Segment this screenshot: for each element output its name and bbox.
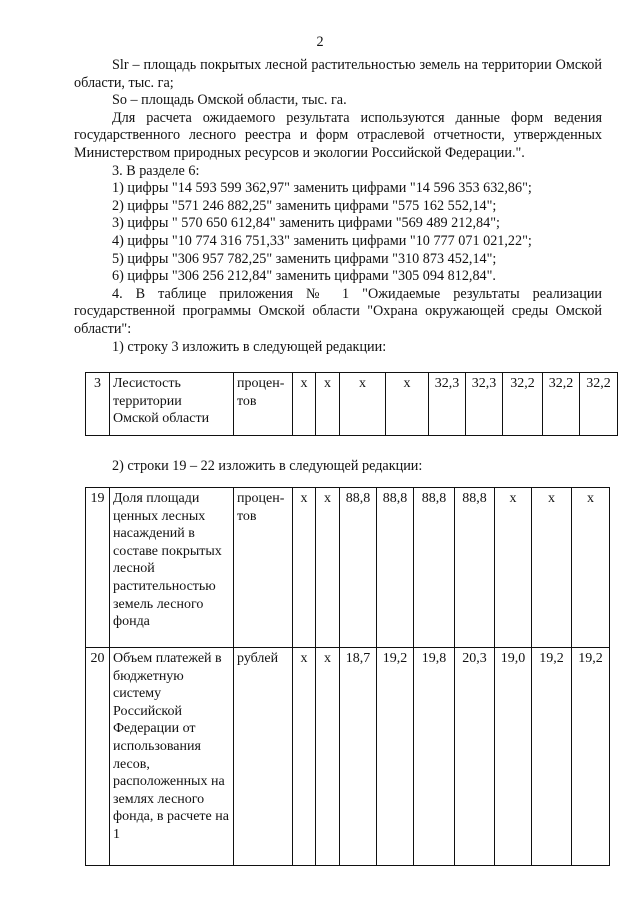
value-cell: 88,8 (455, 488, 495, 648)
unit-cell: процен-тов (234, 488, 293, 648)
paragraph-data-sources: Для расчета ожидаемого результата используются данные форм ведения государственного лесного реестра и форм отраслевой отчетности, утвержденных Министерством природных ресурсов и экологии Российской Федерации.". (74, 109, 602, 161)
value-cell: 18,7 (340, 648, 377, 866)
indicator-name: Лесистость территории Омской области (110, 373, 234, 436)
value-cell: x (316, 648, 340, 866)
table-row (86, 488, 610, 648)
body-text (74, 57, 602, 356)
list-item-figure-6: 6) цифры "306 256 212,84" заменить цифрами "305 094 812,84". (112, 268, 496, 285)
value-cell: x (495, 488, 532, 648)
page-number: 2 (316, 34, 324, 50)
indicator-name: Объем платежей в бюджетную систему Российской Федерации от использования лесов, расположенных на землях лесного фонда, в расчете на 1 (110, 648, 234, 866)
caption-rows-19-22: 2) строки 19 – 22 изложить в следующей редакции: (112, 458, 423, 474)
caption-row-3: 1) строку 3 изложить в следующей редакции: (112, 338, 387, 355)
list-item-figure-3: 3) цифры " 570 650 612,84" заменить цифрами "569 489 212,84"; (112, 215, 500, 232)
paragraph-slr-definition: Slr – площадь покрытых лесной растительностью земель на территории Омской области, тыс. га; (74, 57, 602, 91)
row-number: 19 (86, 488, 110, 648)
paragraph-section-6: 3. В разделе 6: (112, 162, 200, 179)
value-cell: x (316, 488, 340, 648)
value-cell: x (340, 373, 386, 436)
value-cell: x (316, 373, 340, 436)
value-cell: 32,3 (466, 373, 503, 436)
list-item-figure-1: 1) цифры "14 593 599 362,97" заменить цифрами "14 596 353 632,86"; (112, 180, 532, 197)
value-cell: 32,3 (429, 373, 466, 436)
paragraph-so-definition: So – площадь Омской области, тыс. га. (112, 92, 347, 109)
value-cell: x (386, 373, 429, 436)
value-cell: 19,0 (495, 648, 532, 866)
value-cell: 19,2 (377, 648, 414, 866)
value-cell: x (293, 373, 316, 436)
value-cell: 32,2 (543, 373, 580, 436)
value-cell: 19,2 (572, 648, 610, 866)
value-cell: 20,3 (455, 648, 495, 866)
table-row (86, 373, 618, 436)
value-cell: 88,8 (377, 488, 414, 648)
value-cell: 19,2 (532, 648, 572, 866)
value-cell: 32,2 (503, 373, 543, 436)
unit-cell: процен-тов (234, 373, 293, 436)
value-cell: 32,2 (580, 373, 618, 436)
value-cell: 88,8 (340, 488, 377, 648)
row-number: 20 (86, 648, 110, 866)
indicator-name: Доля площади ценных лесных насаждений в составе покрытых лесной растительностью земель лесного фонда (110, 488, 234, 648)
table-rows-19-22 (85, 487, 610, 866)
list-item-figure-5: 5) цифры "306 957 782,25" заменить цифрами "310 873 452,14"; (112, 250, 497, 267)
table-row-3 (85, 372, 618, 436)
paragraph-appendix-table: 4. В таблице приложения № 1 "Ожидаемые результаты реализации государственной программы Омской области "Охрана окружающей среды Омской области": (74, 285, 602, 337)
value-cell: 88,8 (414, 488, 455, 648)
unit-cell: рублей (234, 648, 293, 866)
value-cell: x (572, 488, 610, 648)
value-cell: x (532, 488, 572, 648)
value-cell: x (293, 648, 316, 866)
value-cell: x (293, 488, 316, 648)
row-number: 3 (86, 373, 110, 436)
list-item-figure-2: 2) цифры "571 246 882,25" заменить цифрами "575 162 552,14"; (112, 197, 497, 214)
table-row (86, 648, 610, 866)
value-cell: 19,8 (414, 648, 455, 866)
list-item-figure-4: 4) цифры "10 774 316 751,33" заменить цифрами "10 777 071 021,22"; (112, 232, 532, 249)
